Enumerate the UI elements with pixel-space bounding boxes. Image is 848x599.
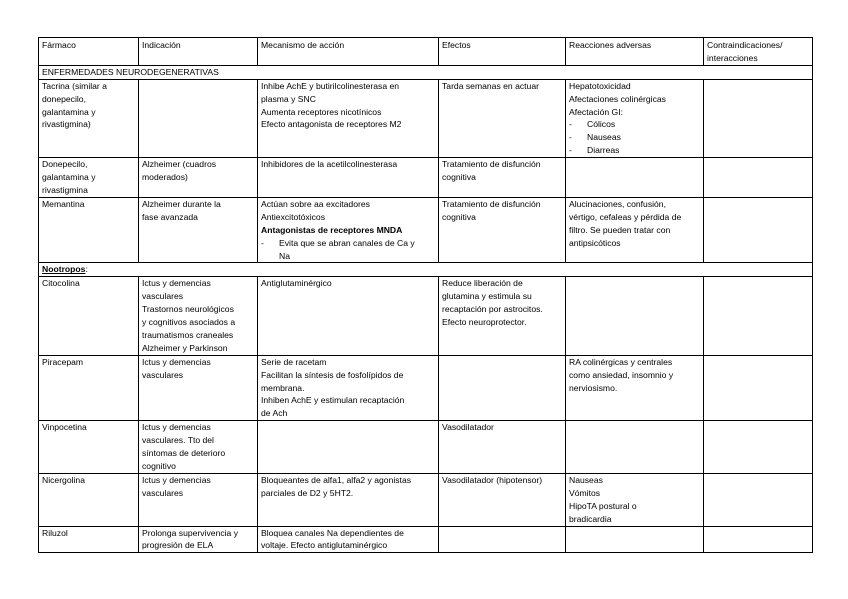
indicacion-cell: Ictus y demencias vasculares. Tto del síntomas de deterioro cognitivo (139, 421, 258, 474)
contraindicaciones-cell (704, 473, 813, 526)
indicacion-cell: Alzheimer (cuadros moderados) (139, 158, 258, 198)
table-row (39, 421, 813, 474)
contraindicaciones-cell (704, 158, 813, 198)
mecanismo-cell (258, 421, 439, 474)
mecanismo-cell: Inhibe AchE y butirilcolinesterasa en plasma y SNC Aumenta receptores nicotínicos Efecto antagonista de receptores M2 (258, 79, 439, 157)
indicacion-cell: Ictus y demencias vasculares (139, 355, 258, 421)
reacciones-cell (566, 526, 704, 553)
table-row (39, 79, 813, 157)
reacciones-cell (566, 421, 704, 474)
reacciones-cell (566, 158, 704, 198)
farmaco-cell: Riluzol (39, 526, 139, 553)
header-farmaco: Fármaco (39, 38, 139, 66)
farmaco-cell: Memantina (39, 197, 139, 263)
efectos-cell: Vasodilatador (439, 421, 566, 474)
indicacion-cell: Prolonga supervivencia y progresión de ELA (139, 526, 258, 553)
indicacion-cell: Alzheimer durante la fase avanzada (139, 197, 258, 263)
contraindicaciones-cell (704, 197, 813, 263)
indicacion-cell (139, 79, 258, 157)
farmaco-cell: Citocolina (39, 277, 139, 355)
bullet-item: - Cólicos (569, 118, 700, 131)
farmaco-cell: Donepecilo, galantamina y rivastigmina (39, 158, 139, 198)
section-row (39, 263, 813, 277)
header-indicacion: Indicación (139, 38, 258, 66)
mecanismo-cell: Inhibidores de la acetilcolinesterasa (258, 158, 439, 198)
efectos-cell: Reduce liberación de glutamina y estimula su recaptación por astrocitos. Efecto neuroprotector. (439, 277, 566, 355)
reacciones-cell: Alucinaciones, confusión, vértigo, cefaleas y pérdida de filtro. Se pueden tratar con antipsicóticos (566, 197, 704, 263)
table-row (39, 277, 813, 355)
mecanismo-cell: Actúan sobre aa excitadores Antiexcitotóxicos Antagonistas de receptores MNDA - Evita que se abran canales de Ca y Na (258, 197, 439, 263)
header-efectos: Efectos (439, 38, 566, 66)
reacciones-cell (566, 277, 704, 355)
table-row (39, 158, 813, 198)
header-row (39, 38, 813, 66)
efectos-cell (439, 355, 566, 421)
table-row (39, 526, 813, 553)
section-neurodegenerativas: ENFERMEDADES NEURODEGENERATIVAS (39, 65, 813, 79)
mecanismo-cell: Bloquea canales Na dependientes de voltaje. Efecto antiglutaminérgico (258, 526, 439, 553)
table-row (39, 197, 813, 263)
bullet-item: - Evita que se abran canales de Ca y (261, 237, 435, 250)
reacciones-cell: Nauseas Vómitos HipoTA postural o bradicardia (566, 473, 704, 526)
mecanismo-cell: Serie de racetam Facilitan la síntesis de fosfolípidos de membrana. Inhiben AchE y estimulan recaptación de Ach (258, 355, 439, 421)
header-mecanismo: Mecanismo de acción (258, 38, 439, 66)
bullet-item: - Nauseas (569, 131, 700, 144)
section-row (39, 65, 813, 79)
header-contraindicaciones: Contraindicaciones/ interacciones (704, 38, 813, 66)
drug-table (38, 37, 813, 553)
indicacion-cell: Ictus y demencias vasculares (139, 473, 258, 526)
reacciones-cell: Hepatotoxicidad Afectaciones colinérgicas Afectación GI: - Cólicos - Nauseas - Diarreas (566, 79, 704, 157)
mecanismo-cell: Bloqueantes de alfa1, alfa2 y agonistas parciales de D2 y 5HT2. (258, 473, 439, 526)
farmaco-cell: Tacrina (similar a donepecilo, galantamina y rivastigmina) (39, 79, 139, 157)
table-row (39, 355, 813, 421)
section-nootropos: Nootropos: (39, 263, 813, 277)
header-reacciones: Reacciones adversas (566, 38, 704, 66)
farmaco-cell: Nicergolina (39, 473, 139, 526)
contraindicaciones-cell (704, 79, 813, 157)
indicacion-cell: Ictus y demencias vasculares Trastornos neurológicos y cognitivos asociados a traumatismos craneales Alzheimer y Parkinson (139, 277, 258, 355)
reacciones-cell: RA colinérgicas y centrales como ansiedad, insomnio y nerviosismo. (566, 355, 704, 421)
bullet-item: - Diarreas (569, 144, 700, 157)
contraindicaciones-cell (704, 526, 813, 553)
contraindicaciones-cell (704, 355, 813, 421)
contraindicaciones-cell (704, 421, 813, 474)
efectos-cell (439, 526, 566, 553)
efectos-cell: Tratamiento de disfunción cognitiva (439, 197, 566, 263)
efectos-cell: Vasodilatador (hipotensor) (439, 473, 566, 526)
table-row (39, 473, 813, 526)
efectos-cell: Tratamiento de disfunción cognitiva (439, 158, 566, 198)
farmaco-cell: Piracepam (39, 355, 139, 421)
efectos-cell: Tarda semanas en actuar (439, 79, 566, 157)
mecanismo-cell: Antiglutaminérgico (258, 277, 439, 355)
contraindicaciones-cell (704, 277, 813, 355)
farmaco-cell: Vinpocetina (39, 421, 139, 474)
